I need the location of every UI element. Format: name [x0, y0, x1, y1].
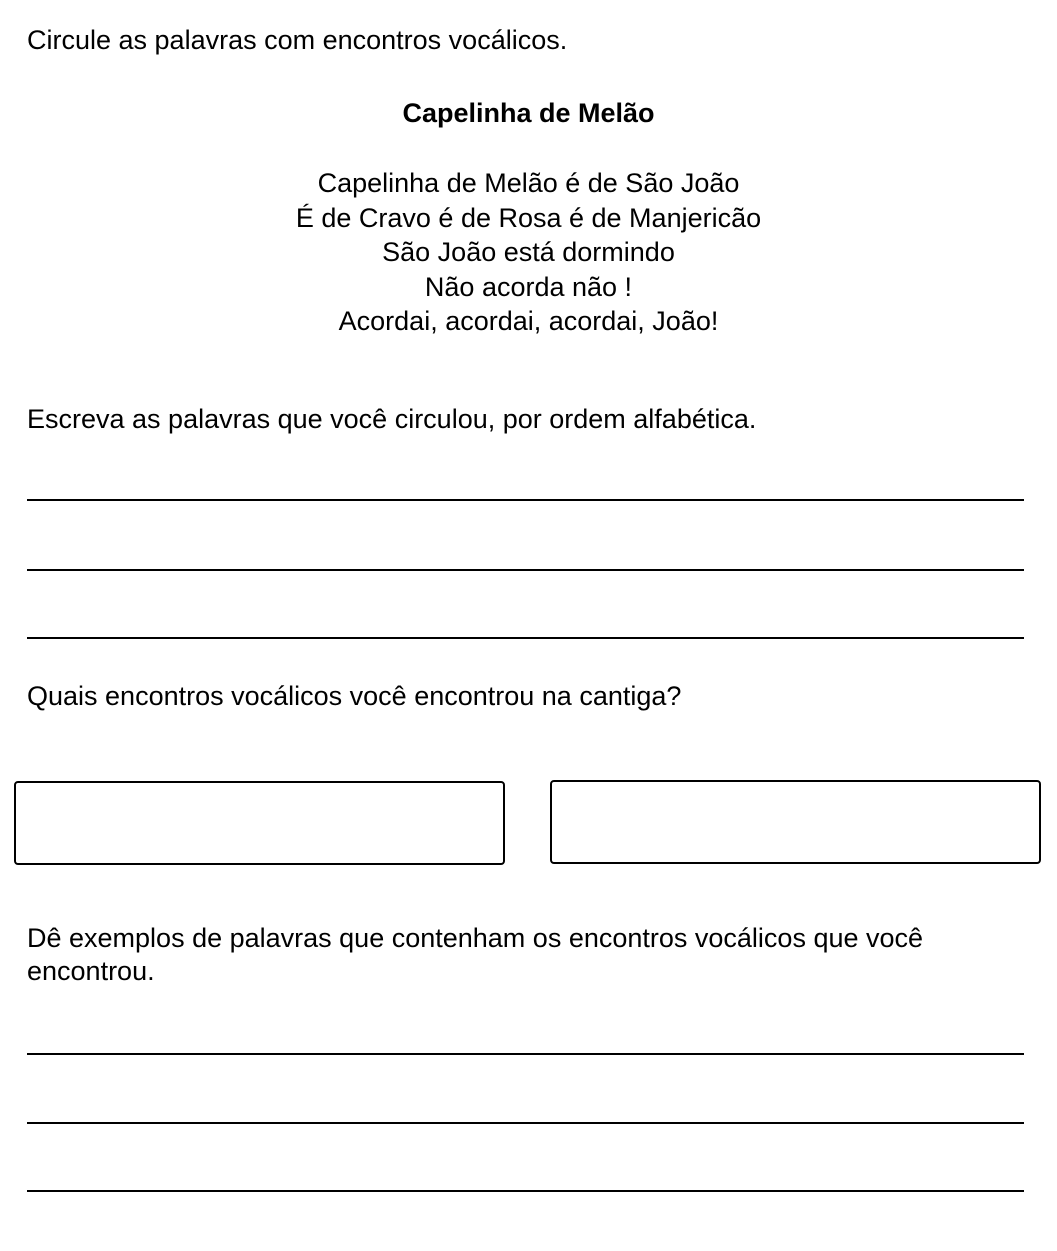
instruction-give-examples: Dê exemplos de palavras que contenham os encontros vocálicos que você encontrou. — [27, 923, 924, 986]
poem-line: Capelinha de Melão é de São João — [317, 168, 740, 198]
poem-title: Capelinha de Melão — [402, 98, 655, 128]
poem-line: É de Cravo é de Rosa é de Manjericão — [295, 202, 762, 233]
answer-line[interactable] — [27, 1190, 1024, 1192]
instruction-circle-words: Circule as palavras com encontros vocálicos. — [27, 25, 568, 55]
answer-line[interactable] — [27, 1122, 1024, 1124]
answer-box-right[interactable] — [550, 780, 1041, 864]
poem-line: Não acorda não ! — [424, 271, 633, 302]
answer-line[interactable] — [27, 1053, 1024, 1055]
poem-line: Acordai, acordai, acordai, João! — [338, 306, 719, 336]
answer-line[interactable] — [27, 499, 1024, 501]
poem-body — [0, 166, 1057, 339]
instruction-write-alphabetical: Escreva as palavras que você circulou, por ordem alfabética. — [27, 404, 757, 434]
answer-line[interactable] — [27, 569, 1024, 571]
answer-line[interactable] — [27, 637, 1024, 639]
poem-line: São João está dormindo — [382, 237, 675, 267]
answer-box-left[interactable] — [14, 781, 505, 865]
question-vowel-encounters: Quais encontros vocálicos você encontrou na cantiga? — [27, 681, 682, 711]
